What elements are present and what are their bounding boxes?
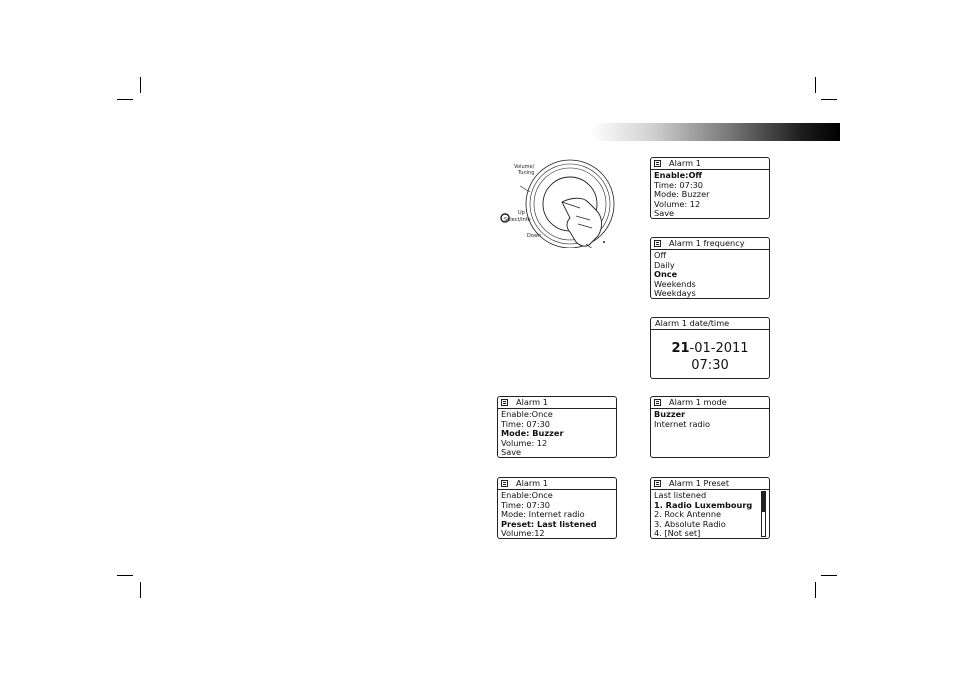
- menu-list-icon: [654, 399, 661, 406]
- lcd-row[interactable]: Mode: Buzzer: [654, 189, 710, 200]
- lcd-title-bar: [651, 158, 769, 170]
- knob-label-volume: [514, 164, 534, 176]
- lcd-title: Alarm 1 Preset: [669, 477, 730, 488]
- lcd-scrollbar-thumb[interactable]: [762, 492, 765, 512]
- lcd-row[interactable]: Mode: Internet radio: [501, 509, 585, 520]
- lcd-title-bar: [651, 318, 769, 330]
- lcd-row[interactable]: 2. Rock Antenne: [654, 509, 722, 520]
- alarm-time: 07:30: [691, 358, 729, 373]
- menu-list-icon: [501, 399, 508, 406]
- lcd-row[interactable]: Daily: [654, 259, 675, 270]
- lcd-title: Alarm 1 frequency: [669, 237, 745, 248]
- menu-list-icon: [501, 480, 508, 487]
- crop-mark: [815, 77, 816, 93]
- lcd-row[interactable]: Off: [654, 250, 667, 260]
- lcd-scrollbar[interactable]: [761, 491, 766, 537]
- lcd-row-selected[interactable]: Once: [654, 269, 678, 280]
- lcd-row[interactable]: Volume:12: [501, 528, 545, 539]
- header-gradient-bar: [590, 123, 840, 141]
- lcd-title: Alarm 1 mode: [669, 396, 727, 407]
- lcd-row[interactable]: Last listened: [654, 490, 707, 500]
- lcd-title: Alarm 1: [516, 396, 548, 407]
- crop-mark: [815, 582, 816, 598]
- lcd-alarm1-frequency: [650, 237, 770, 299]
- lcd-row[interactable]: 4. [Not set]: [654, 528, 701, 539]
- lcd-title-bar: [651, 238, 769, 250]
- menu-list-icon: [654, 480, 661, 487]
- alarm-date: [651, 341, 769, 357]
- lcd-row[interactable]: Time: 07:30: [501, 418, 550, 429]
- lcd-title: Alarm 1: [669, 157, 701, 168]
- menu-list-icon: [654, 240, 661, 247]
- lcd-title-bar: [498, 478, 616, 490]
- crop-mark: [117, 99, 133, 100]
- lcd-row-selected[interactable]: Mode: Buzzer: [501, 428, 564, 439]
- lcd-row-selected[interactable]: Preset: Last listened: [501, 518, 597, 529]
- knob-label-line1: Volume/: [514, 164, 535, 170]
- lcd-row-selected[interactable]: Buzzer: [654, 409, 686, 419]
- crop-mark: [140, 77, 141, 93]
- crop-mark: [821, 99, 837, 100]
- lcd-row[interactable]: Time: 07:30: [654, 179, 703, 190]
- lcd-row[interactable]: Save: [501, 447, 522, 458]
- menu-list-icon: [654, 160, 661, 167]
- knob-label-down: Down: [527, 233, 542, 239]
- lcd-alarm1-datetime: [650, 317, 770, 379]
- knob-label-select: Select/Info: [504, 217, 531, 223]
- lcd-alarm1-enable: [650, 157, 770, 219]
- lcd-row[interactable]: Weekends: [654, 278, 696, 289]
- lcd-row[interactable]: Enable:Once: [501, 490, 553, 500]
- lcd-row[interactable]: Save: [654, 208, 675, 219]
- lcd-title-bar: [651, 478, 769, 490]
- crop-mark: [140, 582, 141, 598]
- lcd-title: Alarm 1: [516, 477, 548, 488]
- lcd-row[interactable]: Enable:Once: [501, 409, 553, 419]
- lcd-row[interactable]: Volume: 12: [654, 198, 701, 209]
- knob-label-line2: Tuning: [518, 170, 535, 176]
- alarm-date-rest: -01-2011: [689, 341, 749, 356]
- lcd-row[interactable]: Weekdays: [654, 288, 696, 299]
- lcd-row[interactable]: Time: 07:30: [501, 499, 550, 510]
- lcd-title-bar: [651, 397, 769, 409]
- lcd-alarm1-preset: [650, 477, 770, 539]
- knob-label-up: Up: [518, 210, 525, 216]
- lcd-alarm1-mode-row: [497, 396, 617, 458]
- lcd-row-selected[interactable]: Enable:Off: [654, 170, 703, 180]
- lcd-title-bar: [498, 397, 616, 409]
- lcd-row[interactable]: Volume: 12: [501, 437, 548, 448]
- lcd-alarm1-mode: [650, 396, 770, 458]
- lcd-alarm1-preset-row: [497, 477, 617, 539]
- lcd-row-selected[interactable]: 1. Radio Luxembourg: [654, 499, 753, 510]
- volume-tuning-knob-illustration: [500, 158, 620, 248]
- crop-mark: [117, 575, 133, 576]
- crop-mark: [821, 575, 837, 576]
- lcd-row[interactable]: Internet radio: [654, 418, 710, 429]
- lcd-title: Alarm 1 date/time: [655, 317, 730, 328]
- alarm-date-day[interactable]: 21: [671, 341, 690, 356]
- lcd-row[interactable]: 3. Absolute Radio: [654, 518, 726, 529]
